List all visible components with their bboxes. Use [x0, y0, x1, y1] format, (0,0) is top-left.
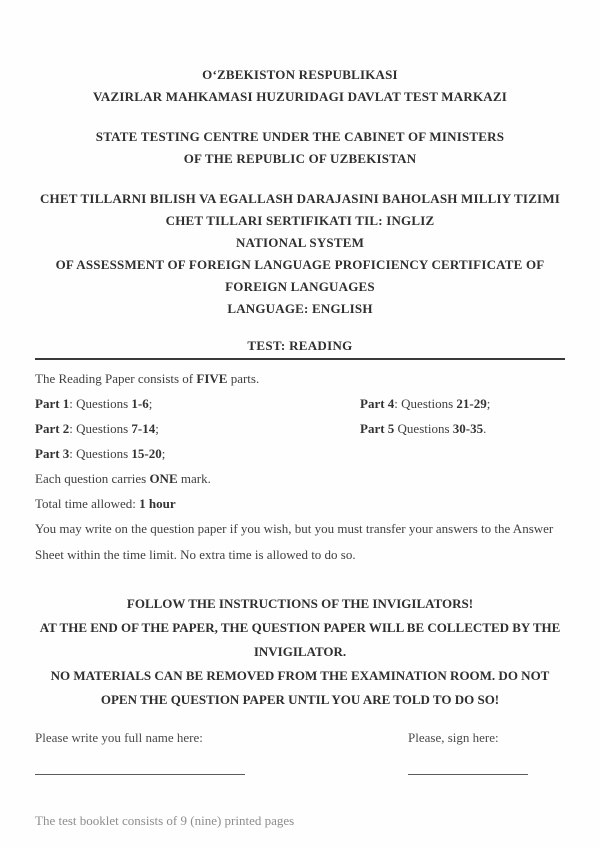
marks-post: mark.	[177, 471, 211, 486]
parts-row-3	[35, 441, 565, 466]
part-3-end: ;	[161, 446, 166, 461]
instruction-line-1: FOLLOW THE INSTRUCTIONS OF THE INVIGILATORS!	[126, 596, 474, 611]
parts-row-2	[35, 416, 565, 441]
part-4-item	[360, 391, 565, 416]
parts-list	[35, 391, 565, 466]
part-3-sep: : Questions	[69, 446, 132, 461]
header-org-uzbek	[35, 64, 565, 108]
header-system-titles	[35, 188, 565, 320]
system-title-en-line-2: OF ASSESSMENT OF FOREIGN LANGUAGE PROFICIENCY CERTIFICATE OF FOREIGN LANGUAGES	[55, 257, 545, 294]
system-title-uz-line-2: CHET TILLARI SERTIFIKATI TIL: INGLIZ	[165, 213, 435, 228]
part-4-sep: : Questions	[394, 396, 457, 411]
part-2-label: Part 2	[35, 421, 70, 436]
intro-post: parts.	[227, 371, 260, 386]
part-2-range: 7-14	[131, 421, 156, 436]
time-bold: 1 hour	[139, 496, 176, 511]
invigilator-instructions	[35, 592, 565, 712]
time-pre: Total time allowed:	[35, 496, 140, 511]
signature-area	[35, 730, 565, 775]
part-4-end: ;	[486, 396, 491, 411]
org-name-en-line-1: STATE TESTING CENTRE UNDER THE CABINET OF MINISTERS	[95, 129, 505, 144]
system-title-en-line-1: NATIONAL SYSTEM	[235, 235, 365, 250]
test-title: TEST: READING	[35, 338, 565, 360]
full-name-label: Please write you full name here:	[35, 730, 203, 745]
booklet-pages-note: The test booklet consists of 9 (nine) printed pages	[35, 813, 295, 828]
intro-line	[35, 366, 565, 391]
time-line	[35, 491, 565, 516]
sign-line	[408, 774, 528, 775]
part-5-end: .	[483, 421, 487, 436]
part-1-range: 1-6	[131, 396, 149, 411]
part-4-label: Part 4	[360, 396, 395, 411]
full-name-line	[35, 774, 245, 775]
part-1-sep: : Questions	[69, 396, 132, 411]
org-name-uz-line-1: O‘ZBEKISTON RESPUBLIKASI	[202, 67, 398, 82]
org-name-uz-line-2: VAZIRLAR MAHKAMASI HUZURIDAGI DAVLAT TEST MARKAZI	[93, 89, 507, 104]
marks-line	[35, 466, 565, 491]
part-1-item	[35, 391, 360, 416]
part-3-range: 15-20	[131, 446, 162, 461]
system-title-uz-line-1: CHET TILLARNI BILISH VA EGALLASH DARAJASINI BAHOLASH MILLIY TIZIMI	[39, 191, 561, 206]
part-4-range: 21-29	[456, 396, 487, 411]
parts-row-1	[35, 391, 565, 416]
intro-pre: The Reading Paper consists of	[35, 371, 197, 386]
part-2-item	[35, 416, 360, 441]
intro-bold: FIVE	[196, 371, 228, 386]
instruction-line-3: NO MATERIALS CAN BE REMOVED FROM THE EXAMINATION ROOM. DO NOT OPEN THE QUESTION PAPER UNTIL YOU ARE TOLD TO DO SO!	[50, 668, 550, 707]
sign-label: Please, sign here:	[408, 730, 499, 745]
part-1-label: Part 1	[35, 396, 70, 411]
parts-row-3-spacer	[360, 441, 565, 466]
marks-bold: ONE	[149, 471, 178, 486]
org-name-en-line-2: OF THE REPUBLIC OF UZBEKISTAN	[183, 151, 417, 166]
full-name-block	[35, 730, 408, 775]
part-5-item	[360, 416, 565, 441]
part-3-label: Part 3	[35, 446, 70, 461]
language-line: LANGUAGE: ENGLISH	[227, 301, 373, 316]
answer-sheet-note: You may write on the question paper if you wish, but you must transfer your answers to the Answer Sheet within the time limit. No extra time is allowed to do so.	[35, 521, 554, 562]
part-3-item	[35, 441, 360, 466]
part-2-sep: : Questions	[69, 421, 132, 436]
header-org-english	[35, 126, 565, 170]
part-5-sep: Questions	[394, 421, 453, 436]
part-5-range: 30-35	[452, 421, 484, 436]
part-2-end: ;	[155, 421, 159, 436]
part-5-label: Part 5	[360, 421, 395, 436]
marks-pre: Each question carries	[35, 471, 150, 486]
instruction-line-2: AT THE END OF THE PAPER, THE QUESTION PAPER WILL BE COLLECTED BY THE INVIGILATOR.	[39, 620, 561, 659]
sign-block	[408, 730, 565, 775]
part-1-end: ;	[148, 396, 153, 411]
